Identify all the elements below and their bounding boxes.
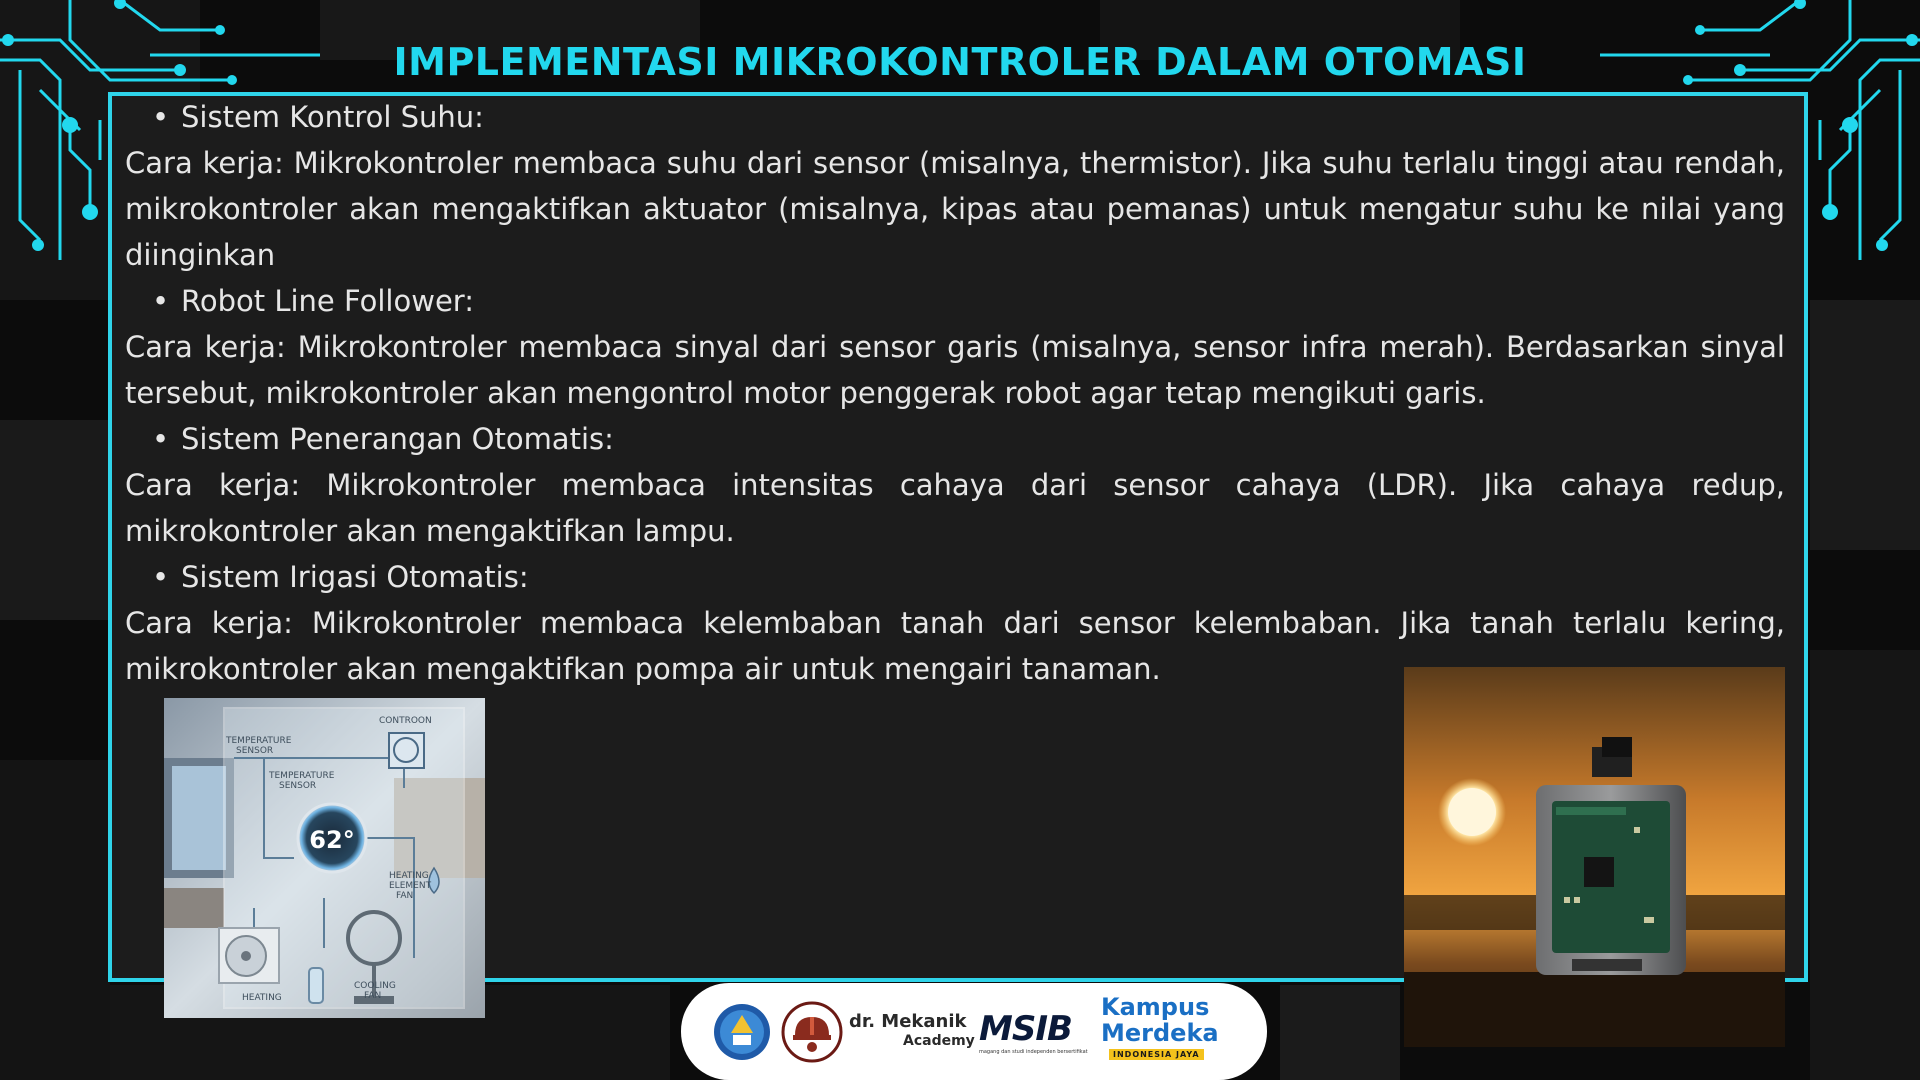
item-description: Cara kerja: Mikrokontroler membaca intensitas cahaya dari sensor cahaya (LDR). Jika cahaya redup, mikrokontroler akan mengaktifkan lampu. [125, 468, 1785, 548]
content-body [125, 94, 1785, 692]
svg-text:SENSOR: SENSOR [236, 746, 274, 756]
academy-name: dr. Mekanik [849, 1011, 967, 1032]
list-item-line-follower [125, 278, 1785, 416]
svg-text:SENSOR: SENSOR [279, 781, 317, 791]
svg-text:HEATING: HEATING [242, 993, 282, 1003]
list-item-penerangan [125, 416, 1785, 554]
item-heading: Sistem Kontrol Suhu: [181, 100, 484, 134]
svg-text:FAN: FAN [396, 891, 414, 901]
item-description: Cara kerja: Mikrokontroler membaca sinyal dari sensor garis (misalnya, sensor infra merah). Berdasarkan sinyal tersebut, mikrokontroler akan mengontrol motor penggerak robot agar tetap mengikuti garis. [125, 330, 1785, 410]
svg-text:FAN: FAN [364, 991, 382, 1001]
merdeka-logo: Merdeka [1101, 1019, 1219, 1047]
item-heading: Robot Line Follower: [181, 284, 474, 318]
svg-text:HEATING: HEATING [389, 871, 429, 881]
sunset-device-photo [1404, 667, 1785, 1047]
logo-bar [681, 983, 1267, 1080]
svg-text:TEMPERATURE: TEMPERATURE [226, 736, 292, 746]
msib-tagline: magang dan studi independen bersertifikat [979, 1049, 1088, 1055]
svg-text:CONTROON: CONTROON [379, 716, 432, 726]
item-heading: Sistem Irigasi Otomatis: [181, 560, 529, 594]
svg-text:COOLING: COOLING [354, 981, 396, 991]
kampus-tagline: INDONESIA JAYA [1109, 1049, 1204, 1060]
slide-title: IMPLEMENTASI MIKROKONTROLER DALAM OTOMASI [393, 40, 1527, 84]
msib-logo: MSIB [979, 1009, 1072, 1049]
academy-sub: Academy [903, 1033, 975, 1049]
dr-mekanik-helmet-logo [781, 1001, 843, 1063]
tut-wuri-handayani-logo [713, 1003, 771, 1061]
thermostat-illustration [164, 698, 485, 1018]
item-description: Cara kerja: Mikrokontroler membaca suhu dari sensor (misalnya, thermistor). Jika suhu terlalu tinggi atau rendah, mikrokontroler akan mengaktifkan aktuator (misalnya, kipas atau pemanas) untuk mengatur suhu ke nilai yang diinginkan [125, 146, 1785, 272]
kampus-logo: Kampus [1101, 993, 1210, 1021]
bullet-icon: • [152, 284, 170, 318]
bullet-icon: • [152, 100, 170, 134]
item-heading: Sistem Penerangan Otomatis: [181, 422, 614, 456]
svg-text:ELEMENT: ELEMENT [389, 881, 432, 891]
svg-text:TEMPERATURE: TEMPERATURE [269, 771, 335, 781]
list-item-kontrol-suhu [125, 94, 1785, 278]
item-description: Cara kerja: Mikrokontroler membaca kelembaban tanah dari sensor kelembaban. Jika tanah terlalu kering, mikrokontroler akan mengaktifkan pompa air untuk mengairi tanaman. [125, 606, 1785, 686]
bullet-icon: • [152, 560, 170, 594]
svg-text:62°: 62° [309, 826, 355, 854]
bullet-icon: • [152, 422, 170, 456]
